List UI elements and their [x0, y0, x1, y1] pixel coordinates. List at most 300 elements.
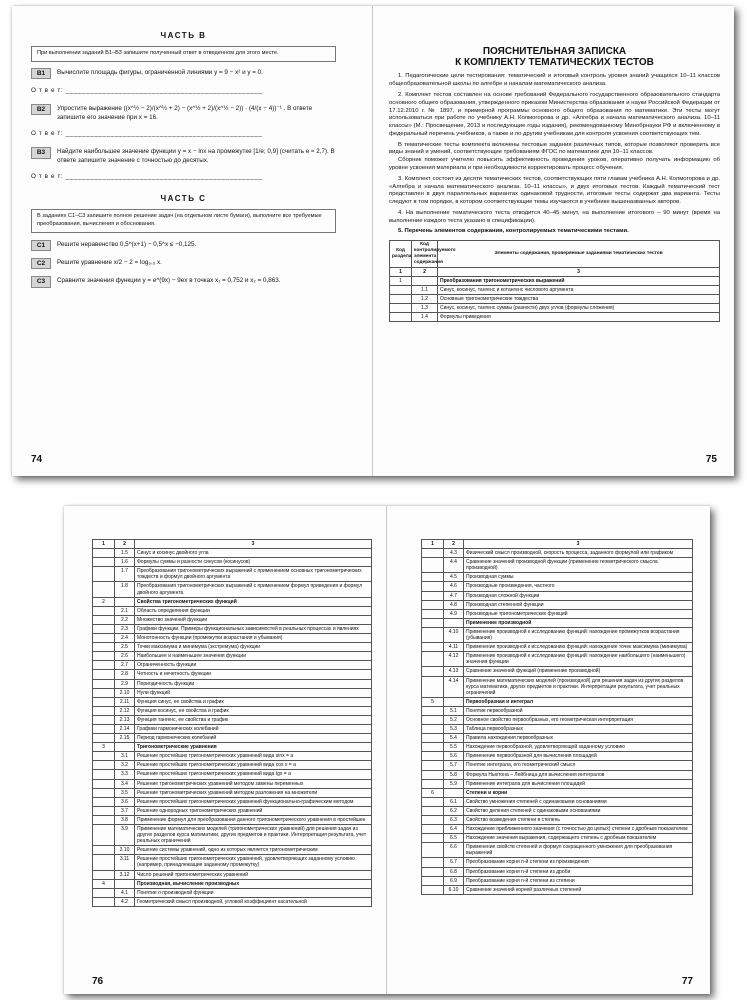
element-code-cell: 6.4 — [444, 825, 464, 834]
section-code-cell — [93, 652, 115, 661]
element-text-cell: Применение математических моделей (производной) для решения задач из других разделов курса математики, других предметов и практики. Интерпретация результата, учет реальных ограничений — [464, 676, 693, 697]
table-row — [93, 688, 372, 697]
element-code-cell: 6.3 — [444, 816, 464, 825]
task-b2 — [31, 104, 336, 122]
section-code-cell — [93, 724, 115, 733]
section-code-cell — [422, 834, 444, 843]
section-code-cell — [422, 643, 444, 652]
section-code-cell — [422, 582, 444, 591]
section-code-cell — [422, 885, 444, 894]
section-code-cell — [422, 725, 444, 734]
element-text-cell: Синус и косинус двойного угла — [135, 549, 372, 558]
page-77 — [387, 506, 710, 994]
element-code-cell: 6.10 — [444, 885, 464, 894]
spread-pages-74-75 — [12, 6, 734, 476]
section-code-cell — [93, 770, 115, 779]
section-code-cell — [422, 843, 444, 858]
table-row — [93, 670, 372, 679]
element-text-cell: Период гармонических колебаний — [135, 734, 372, 743]
element-code-cell: 1.8 — [115, 582, 135, 597]
table-row — [93, 761, 372, 770]
element-text-cell: Первообразная и интеграл — [464, 697, 693, 706]
section-code-cell — [93, 643, 115, 652]
table-row — [422, 549, 693, 558]
element-code-cell: 5.5 — [444, 743, 464, 752]
element-code-cell: 6.6 — [444, 843, 464, 858]
element-text-cell: Решение однородных тригонометрических уравнений — [135, 806, 372, 815]
element-code-cell: 3.1 — [115, 752, 135, 761]
section-code-cell — [93, 679, 115, 688]
section-code-cell — [93, 797, 115, 806]
element-text-cell: Решение простейших тригонометрических уравнений функционально-графическим методом — [135, 797, 372, 806]
element-code-cell — [444, 618, 464, 627]
element-text-cell: Производные произведения, частного — [464, 582, 693, 591]
table-row — [422, 652, 693, 667]
table-row — [422, 752, 693, 761]
element-text-cell: Применение производной — [464, 618, 693, 627]
element-text-cell: Производные тригонометрических функций — [464, 609, 693, 618]
element-code-cell: 4.12 — [444, 652, 464, 667]
element-text-cell: Применение формул для преобразования данного тригонометрического уравнения в простейшее — [135, 815, 372, 824]
element-code-cell: 6.9 — [444, 876, 464, 885]
content-elements-table — [421, 539, 693, 895]
section-code-cell: 1 — [93, 540, 115, 549]
table-row — [422, 816, 693, 825]
content-elements-table — [92, 539, 372, 907]
section-code-cell — [422, 779, 444, 788]
element-code-cell: 3.11 — [115, 855, 135, 870]
element-text-cell: Число решений тригонометрических уравнений — [135, 870, 372, 879]
section-code-cell — [422, 858, 444, 867]
element-code-cell: 3.10 — [115, 846, 135, 855]
element-code-cell: 2.12 — [115, 706, 135, 715]
section-code-cell: 4 — [93, 879, 115, 888]
task-c3 — [31, 276, 336, 287]
table-row — [422, 779, 693, 788]
section-code-cell — [390, 303, 412, 312]
section-code-cell — [93, 697, 115, 706]
table-row — [93, 661, 372, 670]
answer-line: О т в е т: ________________________________________________ — [31, 173, 263, 181]
section-code-cell — [93, 734, 115, 743]
section-code-cell — [93, 888, 115, 897]
section-code-cell — [93, 846, 115, 855]
element-code-cell: 3.7 — [115, 806, 135, 815]
table-row — [422, 540, 693, 549]
element-code-cell: 5.9 — [444, 779, 464, 788]
section-code-cell — [422, 876, 444, 885]
table-row — [422, 715, 693, 724]
element-text-cell: Решение тригонометрических уравнений методом замены переменных — [135, 779, 372, 788]
task-text: Вычислите площадь фигуры, ограниченной линиями y = 9 − x² и y = 0. — [57, 68, 263, 76]
section-code-cell — [93, 715, 115, 724]
element-text-cell: Применение свойств степеней и формул сокращенного умножения для преобразования выражений — [464, 843, 693, 858]
task-text: Найдите наибольшее значение функции y = x − lnx на промежутке [1/e; 0,9] (считать e ≈ 2,7). В ответе запишите значение с точностью до десятых. — [57, 148, 335, 165]
element-code-cell: 2 — [444, 540, 464, 549]
element-code-cell: 4.4 — [444, 558, 464, 573]
title-line-2: К КОМПЛЕКТУ ТЕМАТИЧЕСКИХ ТЕСТОВ — [455, 57, 654, 69]
page-77-content — [421, 539, 693, 895]
table-row — [422, 667, 693, 676]
section-code-cell — [390, 294, 412, 303]
table-row — [93, 825, 372, 846]
paragraph: 5. Перечень элементов содержания, контролируемых тематическими тестами. — [398, 228, 629, 235]
element-text-cell: Функция тангенс, ее свойства и график — [135, 715, 372, 724]
element-text-cell: Решение простейших тригонометрических уравнений, удовлетворяющих заданному условию (например, принадлежащие заданному промежутку) — [135, 855, 372, 870]
element-code-cell: 4.7 — [444, 591, 464, 600]
section-code-cell: 1 — [390, 276, 412, 285]
section-code-cell — [93, 825, 115, 846]
table-row — [390, 303, 720, 312]
table-row — [93, 743, 372, 752]
page-number: 76 — [92, 976, 104, 987]
section-code-cell — [93, 870, 115, 879]
element-text-cell: Функция косинус, ее свойства и график — [135, 706, 372, 715]
element-code-cell: 6.1 — [444, 797, 464, 806]
table-row — [422, 867, 693, 876]
element-text-cell: Формула Ньютона – Лейбница для вычисления интегралов — [464, 770, 693, 779]
table-row — [422, 761, 693, 770]
table-row — [93, 558, 372, 567]
element-code-cell — [412, 276, 438, 285]
table-row — [422, 825, 693, 834]
section-code-cell — [93, 558, 115, 567]
task-tag: C1 — [31, 240, 51, 251]
table-row — [422, 609, 693, 618]
table-row — [93, 634, 372, 643]
element-text-cell: Сравнение значений функций (применение производной) — [464, 667, 693, 676]
table-row — [422, 743, 693, 752]
element-text-cell: Геометрический смысл производной, угловой коэффициент касательной — [135, 897, 372, 906]
page-74-content — [31, 6, 336, 288]
answer-line: О т в е т: ________________________________________________ — [31, 86, 263, 94]
paragraph: В тематические тесты комплекта включены тестовые задания различных типов, которые позволяют проверить все виды знаний и умений, соответствующие требованиям ФГОС по математике для 10–11 классов. — [389, 141, 720, 156]
table-row — [93, 779, 372, 788]
page-number: 74 — [31, 454, 43, 465]
table-row — [390, 313, 720, 322]
section-code-cell — [93, 855, 115, 870]
element-text-cell: Решение системы уравнений, одно из которых является тригонометрическим — [135, 846, 372, 855]
element-code-cell: 3.8 — [115, 815, 135, 824]
task-b1 — [31, 68, 336, 79]
section-code-cell — [422, 652, 444, 667]
section-code-cell — [422, 752, 444, 761]
section-code-cell — [422, 734, 444, 743]
section-code-cell — [390, 285, 412, 294]
element-code-cell: 6.5 — [444, 834, 464, 843]
element-text-cell: Нахождение значения выражения, содержащего степень с дробным показателем — [464, 834, 693, 843]
element-text-cell: Периодичность функции — [135, 679, 372, 688]
page-76-content — [92, 539, 372, 907]
element-text-cell: Преобразования тригонометрических выражений с применением основных тригонометрических тождеств и формул двойного аргумента — [135, 567, 372, 582]
section-code-cell — [93, 897, 115, 906]
element-code-cell: 3.4 — [115, 779, 135, 788]
element-code-cell: 4.3 — [444, 549, 464, 558]
section-code-cell: 5 — [422, 697, 444, 706]
table-row — [93, 679, 372, 688]
section-code-cell — [422, 591, 444, 600]
element-code-cell: 2.15 — [115, 734, 135, 743]
element-code-cell: 5.2 — [444, 715, 464, 724]
element-code-cell: 4.2 — [115, 897, 135, 906]
task-tag: C2 — [31, 258, 51, 269]
section-code-cell: 3 — [93, 743, 115, 752]
element-code-cell: 2.8 — [115, 670, 135, 679]
section-code-cell — [422, 825, 444, 834]
element-code-cell: 3.6 — [115, 797, 135, 806]
element-code-cell — [115, 597, 135, 606]
section-code-cell — [93, 567, 115, 582]
element-text-cell: Основные тригонометрические тождества — [438, 294, 720, 303]
table-row — [93, 888, 372, 897]
element-text-cell: Наибольшее и наименьшее значения функции — [135, 652, 372, 661]
table-row — [422, 725, 693, 734]
section-code-cell — [422, 806, 444, 815]
element-text-cell: Применение производной к исследованию функций: нахождение точек максимума (минимума) — [464, 643, 693, 652]
table-row — [422, 858, 693, 867]
table-row — [93, 734, 372, 743]
element-text-cell: Тригонометрические уравнения — [135, 743, 372, 752]
element-text-cell: Синус, косинус, тангенс суммы (разности) двух углов (формулы сложения) — [438, 303, 720, 312]
page-75 — [373, 6, 734, 476]
element-text-cell: Преобразования тригонометрических выражений с применением формул приведения и формул двойного аргумента — [135, 582, 372, 597]
page-number: 77 — [681, 976, 693, 987]
answer-line: О т в е т: ________________________________________________ — [31, 130, 263, 138]
element-text-cell: 3 — [438, 267, 720, 276]
element-text-cell: Правила нахождения первообразных — [464, 734, 693, 743]
section-code-cell — [422, 627, 444, 642]
element-text-cell: Преобразование корня n-й степени из степени — [464, 876, 693, 885]
element-text-cell: Производная сложной функции — [464, 591, 693, 600]
task-b3 — [31, 147, 336, 165]
element-code-cell: 3.9 — [115, 825, 135, 846]
element-code-cell: 1.3 — [412, 303, 438, 312]
element-text-cell: Основное свойство первообразных, его геометрическая интерпретация — [464, 715, 693, 724]
element-code-cell: 2.9 — [115, 679, 135, 688]
task-c1 — [31, 240, 336, 251]
element-code-cell: 5.8 — [444, 770, 464, 779]
table-row — [93, 806, 372, 815]
element-code-cell: 3.2 — [115, 761, 135, 770]
element-code-cell: 3.3 — [115, 770, 135, 779]
element-code-cell: 2.7 — [115, 661, 135, 670]
part-b-title: ЧАСТЬ В — [160, 31, 207, 40]
element-code-cell: 5.4 — [444, 734, 464, 743]
element-text-cell: Степени и корни — [464, 788, 693, 797]
section-code-cell — [422, 770, 444, 779]
table-row — [422, 676, 693, 697]
element-text-cell: Производная, вычисление производных — [135, 879, 372, 888]
task-tag: B1 — [31, 68, 51, 79]
element-text-cell: Применение математических моделей (тригонометрических уравнений) для решения задач из других разделов курса математики, других предметов и практики. Интерпретация результата, учет реальных ограничений — [135, 825, 372, 846]
task-tag: C3 — [31, 276, 51, 287]
task-tag: B2 — [31, 104, 51, 115]
element-code-cell: 2.4 — [115, 634, 135, 643]
element-text-cell: Четность и нечетность функции — [135, 670, 372, 679]
page-76 — [64, 506, 386, 994]
table-row — [93, 606, 372, 615]
element-code-cell — [444, 697, 464, 706]
section-code-cell — [93, 661, 115, 670]
element-text-cell: Решение простейших тригонометрических уравнений вида cos x = a — [135, 761, 372, 770]
element-text-cell: Преобразование корня n-й степени из произведения — [464, 858, 693, 867]
table-row — [422, 573, 693, 582]
table-row — [93, 797, 372, 806]
table-row — [93, 715, 372, 724]
table-row — [93, 597, 372, 606]
element-text-cell: 3 — [464, 540, 693, 549]
element-code-cell: 2.11 — [115, 697, 135, 706]
table-row — [422, 643, 693, 652]
element-code-cell: 1.2 — [412, 294, 438, 303]
section-code-cell — [422, 600, 444, 609]
task-text: Решите неравенство 0,5^(x+1) − 0,5^x ≤ −0,125. — [57, 240, 197, 248]
table-row — [93, 752, 372, 761]
element-text-cell: Нахождение приближенного значения (с точностью до целых) степени с дробным показателем — [464, 825, 693, 834]
element-text-cell: Понятие о производной функции — [135, 888, 372, 897]
task-text: Упростите выражение ((x^½ − 2)/(x^½ + 2) − (x^½ + 2)/(x^½ − 2)) · (4/(x − 4))⁻¹ . В ответе запишите его значение при x = 16. — [57, 104, 313, 122]
element-code-cell: 5.1 — [444, 706, 464, 715]
element-code-cell: 4.9 — [444, 609, 464, 618]
element-code-cell: 4.13 — [444, 667, 464, 676]
table-row — [93, 870, 372, 879]
element-text-cell: Применение первообразной для вычисления площадей — [464, 752, 693, 761]
element-code-cell — [115, 743, 135, 752]
element-text-cell: Нахождение первообразной, удовлетворяющей заданному условию — [464, 743, 693, 752]
paragraph: Сборник поможет учителю повысить эффективность проведения уроков, оперативно получать информацию об уровне усвоения материала и при необходимости корректировать процесс обучения. — [389, 157, 720, 171]
part-c-title: ЧАСТЬ С — [160, 194, 207, 204]
element-text-cell: Формулы приведения — [438, 313, 720, 322]
element-code-cell: 2.14 — [115, 724, 135, 733]
part-b-instruction: При выполнении заданий В1–В3 запишите полученный ответ в отведенном для этого месте. — [31, 46, 336, 62]
element-code-cell: 1.4 — [412, 313, 438, 322]
table-header — [390, 241, 720, 267]
element-text-cell: Решение тригонометрических уравнений методом разложения на множители — [135, 788, 372, 797]
table-row — [93, 652, 372, 661]
element-code-cell: 2.3 — [115, 624, 135, 633]
element-text-cell: Преобразования тригонометрических выражений — [438, 276, 720, 285]
table-row — [390, 294, 720, 303]
element-text-cell: Нули функций — [135, 688, 372, 697]
section-code-cell — [422, 867, 444, 876]
table-row — [422, 834, 693, 843]
element-code-cell: 4.14 — [444, 676, 464, 697]
title-line-1: ПОЯСНИТЕЛЬНАЯ ЗАПИСКА — [482, 46, 627, 57]
section-code-cell — [422, 797, 444, 806]
element-code-cell: 4.5 — [444, 573, 464, 582]
spread-pages-76-77 — [64, 506, 710, 994]
table-row — [93, 582, 372, 597]
table-row — [93, 697, 372, 706]
element-code-cell: 2.6 — [115, 652, 135, 661]
section-code-cell — [93, 779, 115, 788]
table-row — [422, 843, 693, 858]
section-code-cell: 6 — [422, 788, 444, 797]
task-text: Сравните значения функции y = e^(9x) − 9ex в точках x₁ = 0,752 и x₂ = 0,863. — [57, 277, 281, 285]
table-row — [390, 267, 720, 276]
page-74 — [12, 6, 372, 476]
section-code-cell — [422, 715, 444, 724]
element-text-cell: Графики гармонических колебаний — [135, 724, 372, 733]
task-c2 — [31, 258, 336, 269]
table-row — [93, 549, 372, 558]
element-text-cell: Свойства тригонометрических функций — [135, 597, 372, 606]
element-text-cell: Понятие первообразной — [464, 706, 693, 715]
section-code-cell — [422, 743, 444, 752]
element-text-cell: Множество значений функции — [135, 615, 372, 624]
element-code-cell: 2.13 — [115, 715, 135, 724]
table-row — [422, 885, 693, 894]
table-row — [93, 624, 372, 633]
element-text-cell: Синус, косинус, тангенс и котангенс числового аргумента — [438, 285, 720, 294]
section-code-cell — [422, 549, 444, 558]
element-code-cell: 4.8 — [444, 600, 464, 609]
element-code-cell: 2 — [115, 540, 135, 549]
task-tag: B3 — [31, 147, 51, 158]
section-code-cell — [422, 573, 444, 582]
part-c-instruction: В заданиях С1–С3 запишите полное решение задач (на отдельном листе бумаги), выполните все требуемые преобразования, вычисления и обоснования. — [31, 209, 336, 232]
table-row — [422, 627, 693, 642]
table-row — [93, 788, 372, 797]
page-75-content — [389, 6, 720, 322]
section-code-cell — [422, 706, 444, 715]
element-text-cell: Применение производной к исследованию функций: нахождение наибольшего (наименьшего) значения функции — [464, 652, 693, 667]
element-code-cell: 3.12 — [115, 870, 135, 879]
table-row — [93, 724, 372, 733]
section-code-cell — [93, 815, 115, 824]
element-code-cell: 5.7 — [444, 761, 464, 770]
element-code-cell: 2.5 — [115, 643, 135, 652]
element-code-cell: 6.7 — [444, 858, 464, 867]
header-cell: Код контролируемого элемента содержания — [412, 241, 438, 267]
paragraph: 3. Комплект состоит из десяти тематических тестов, соответствующих пяти главам учебника А.Н. Колмогорова и др. «Алгебра и начала математического анализа. 10–11 классы», и двух итоговых тестов. Каждый тематический тест представлен в двух параллельных вариантах одинаковой трудности, итоговые тесты содержат два варианта. Тесты следуют в том порядке, в котором соответствующие темы изучаются в учебнике вышеназванных авторов. — [389, 175, 720, 206]
section-code-cell — [93, 788, 115, 797]
table-row — [93, 815, 372, 824]
element-text-cell: Применение производной к исследованию функций: нахождение промежутков возрастания (убывания) — [464, 627, 693, 642]
table-row — [390, 276, 720, 285]
element-code-cell: 4.10 — [444, 627, 464, 642]
table-row — [93, 897, 372, 906]
element-code-cell: 4.6 — [444, 582, 464, 591]
section-code-cell — [93, 624, 115, 633]
element-code-cell: 4.1 — [115, 888, 135, 897]
element-text-cell: Монотонность функции (промежутки возрастания и убывания) — [135, 634, 372, 643]
section-code-cell: 2 — [93, 597, 115, 606]
table-row — [93, 567, 372, 582]
section-code-cell: 1 — [422, 540, 444, 549]
element-text-cell: Преобразование корня n-й степени из дроби — [464, 867, 693, 876]
table-row — [422, 876, 693, 885]
table-row — [93, 540, 372, 549]
paragraph: 2. Комплект тестов составлен на основе требований Федерального государственного образовательного стандарта основного общего образования, утвержденного приказом Министерства образования и науки Российской Федерации от 17.12.2010 г. № 1897, и примерной программы основного общего образования по математике. Эти тесты могут использоваться при работе по учебнику А.Н. Колмогорова и др. «Алгебра и начала математического анализа. 10–11 классы» (М.: Просвещение, 2013 и последующие годы издания), рекомендованному Минобрнауки РФ и включенному в федеральный перечень учебников, а также и по другим учебникам для контроля усвоения соответствующих тем. — [389, 91, 720, 137]
element-code-cell: 6.2 — [444, 806, 464, 815]
element-text-cell: Область определения функции — [135, 606, 372, 615]
section-code-cell — [422, 558, 444, 573]
page-number: 75 — [705, 454, 717, 465]
element-code-cell — [444, 788, 464, 797]
element-text-cell: Свойство деления степеней с одинаковыми основаниями — [464, 806, 693, 815]
section-code-cell — [422, 609, 444, 618]
element-text-cell: Таблица первообразных — [464, 725, 693, 734]
element-code-cell: 2.1 — [115, 606, 135, 615]
element-code-cell: 1.6 — [115, 558, 135, 567]
element-text-cell: Решение простейших тригонометрических уравнений вида tgx = a — [135, 770, 372, 779]
table-row — [422, 591, 693, 600]
table-row — [93, 879, 372, 888]
table-row — [93, 846, 372, 855]
element-text-cell: Производная суммы — [464, 573, 693, 582]
element-text-cell: Физический смысл производной, скорость процесса, заданного формулой или графиком — [464, 549, 693, 558]
